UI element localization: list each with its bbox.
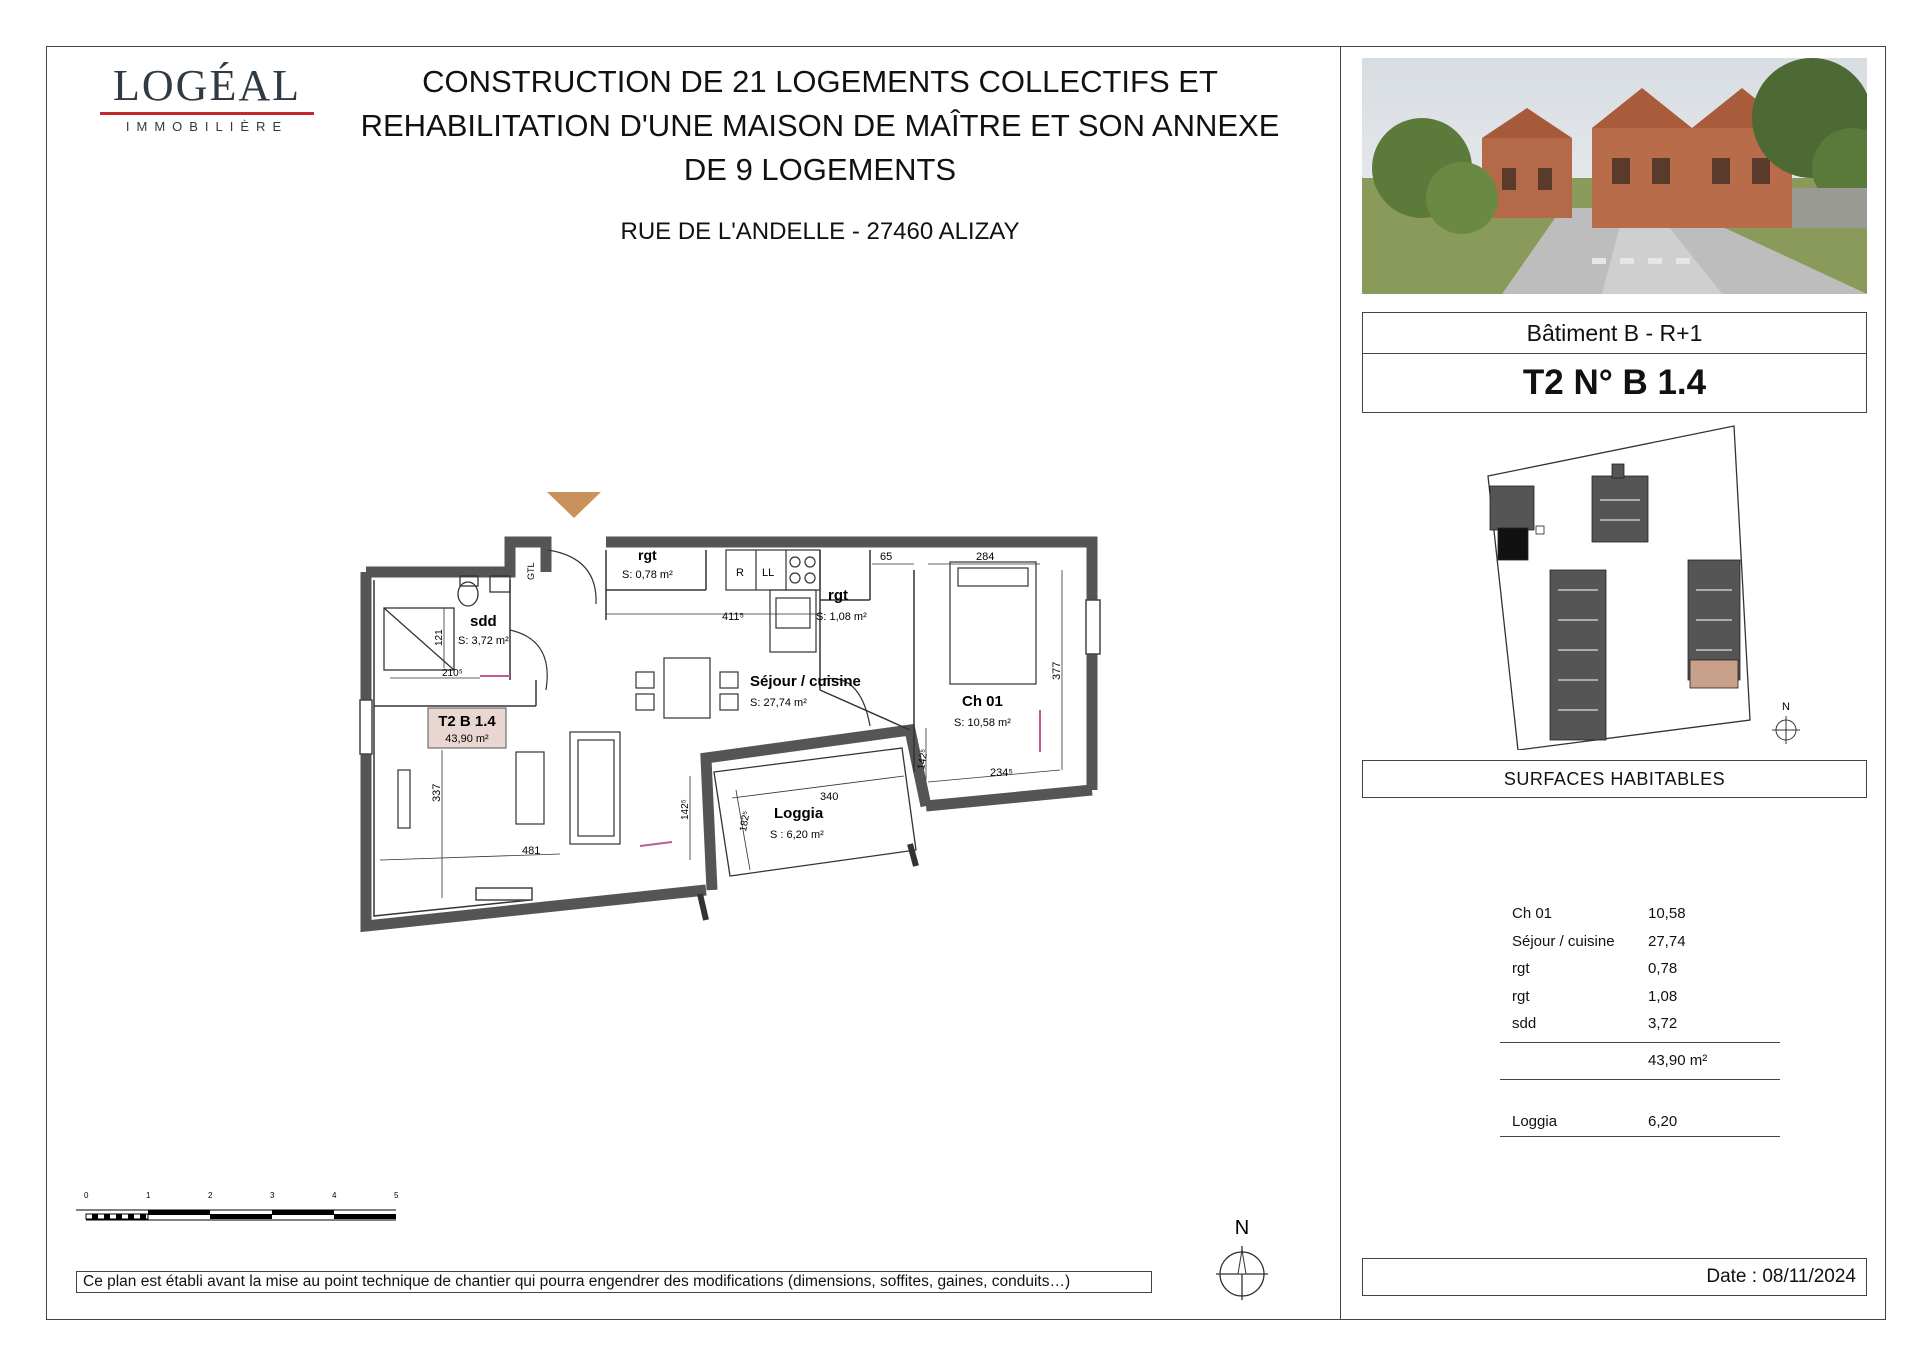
scale-tick-3: 3 bbox=[270, 1191, 275, 1200]
scale-tick-4: 4 bbox=[332, 1191, 337, 1200]
unit-identity-box bbox=[1362, 312, 1867, 413]
disclaimer-note: Ce plan est établi avant la mise au point technique de chantier qui pourra engendrer des modifications (dimensions, soffites, gaines, conduits…) bbox=[76, 1271, 1152, 1293]
room-area-ch01: S: 10,58 m² bbox=[954, 717, 1011, 729]
title-line: CONSTRUCTION DE 21 LOGEMENTS COLLECTIFS ET bbox=[422, 64, 1218, 99]
room-name-sejour: Séjour / cuisine bbox=[750, 673, 861, 690]
scale-tick-2: 2 bbox=[208, 1191, 213, 1200]
loggia-name: Loggia bbox=[1512, 1112, 1558, 1130]
plan-date: Date : 08/11/2024 bbox=[1362, 1258, 1867, 1296]
company-logo bbox=[100, 62, 314, 134]
surface-name: rgt bbox=[1512, 960, 1530, 977]
surfaces-table bbox=[1500, 900, 1780, 1137]
dim-337: 337 bbox=[431, 783, 443, 802]
site-plan bbox=[1480, 420, 1830, 750]
building-label: Bâtiment B - R+1 bbox=[1363, 313, 1866, 354]
room-name-loggia: Loggia bbox=[774, 805, 824, 822]
surface-name: rgt bbox=[1512, 987, 1530, 1005]
room-area-sejour: S: 27,74 m² bbox=[750, 697, 807, 709]
dim-340: 340 bbox=[820, 791, 839, 803]
table-row bbox=[1500, 955, 1780, 983]
dim-234: 234⁵ bbox=[990, 767, 1013, 779]
dim-411: 411⁵ bbox=[722, 611, 745, 623]
scale-tick-1: 1 bbox=[146, 1191, 151, 1200]
north-arrow-icon bbox=[1212, 1212, 1272, 1302]
surface-value: 3,72 bbox=[1648, 1015, 1678, 1032]
table-row bbox=[1500, 928, 1780, 956]
building-rendering-image bbox=[1362, 58, 1867, 294]
room-area-loggia: S : 6,20 m² bbox=[770, 829, 824, 841]
room-name-rgt2: rgt bbox=[828, 587, 848, 604]
highlighted-unit bbox=[1690, 660, 1738, 688]
dim-481: 481 bbox=[522, 845, 541, 857]
scale-bar bbox=[76, 1190, 406, 1230]
dim-121: 121 bbox=[434, 629, 445, 646]
siteplan-north-label: N bbox=[1782, 701, 1790, 713]
surface-value: 1,08 bbox=[1648, 987, 1678, 1005]
logo-sub-text: IMMOBILIÈRE bbox=[125, 119, 289, 134]
scale-tick-5: 5 bbox=[394, 1191, 399, 1200]
loggia-value: 6,20 bbox=[1648, 1112, 1678, 1130]
fridge-label: R bbox=[736, 567, 744, 579]
dining-table bbox=[636, 658, 738, 718]
surface-name: Séjour / cuisine bbox=[1512, 932, 1615, 950]
surfaces-total: 43,90 m² bbox=[1648, 1051, 1708, 1069]
table-row bbox=[1500, 900, 1780, 928]
room-area-rgt1: S: 0,78 m² bbox=[622, 569, 673, 581]
kitchen-counter bbox=[726, 550, 820, 652]
floor-plan bbox=[350, 480, 1120, 940]
room-area-sdd: S: 3,72 m² bbox=[458, 635, 509, 647]
dim-142a: 142⁵ bbox=[680, 799, 691, 820]
logo-accent-line bbox=[100, 112, 314, 115]
project-address: RUE DE L'ANDELLE - 27460 ALIZAY bbox=[620, 218, 1020, 245]
column-divider bbox=[1340, 46, 1341, 1320]
surface-value: 27,74 bbox=[1648, 932, 1686, 950]
loggia-row bbox=[1500, 1108, 1780, 1137]
surface-name: sdd bbox=[1512, 1015, 1537, 1032]
room-name-rgt1: rgt bbox=[638, 547, 657, 563]
unit-tag-name: T2 B 1.4 bbox=[438, 713, 496, 730]
dim-65: 65 bbox=[880, 551, 893, 563]
dim-182: 182⁵ bbox=[738, 810, 753, 833]
surface-value: 0,78 bbox=[1648, 960, 1678, 977]
table-row bbox=[1500, 983, 1780, 1011]
unit-tag-area: 43,90 m² bbox=[445, 733, 489, 745]
unit-number: T2 N° B 1.4 bbox=[1522, 363, 1707, 402]
surfaces-total-row bbox=[1500, 1042, 1780, 1080]
title-line: REHABILITATION D'UNE MAISON DE MAÎTRE ET SON ANNEXE bbox=[360, 108, 1280, 143]
room-name-ch01: Ch 01 bbox=[962, 693, 1003, 710]
gtl-label: GTL bbox=[526, 562, 536, 580]
dim-284: 284 bbox=[976, 551, 995, 563]
table-row bbox=[1500, 1010, 1780, 1038]
entrance-marker-icon bbox=[547, 492, 601, 518]
scale-tick-0: 0 bbox=[84, 1191, 89, 1200]
north-label: N bbox=[1234, 1217, 1250, 1239]
surfaces-header: SURFACES HABITABLES bbox=[1362, 760, 1867, 798]
dim-210: 210⁵ bbox=[442, 668, 463, 679]
dim-142b: 142⁵ bbox=[916, 748, 931, 771]
dim-377: 377 bbox=[1051, 661, 1063, 680]
bed bbox=[950, 562, 1036, 684]
surface-value: 10,58 bbox=[1648, 905, 1686, 922]
room-name-sdd: sdd bbox=[470, 613, 497, 630]
project-title bbox=[330, 60, 1310, 192]
room-area-rgt2: S: 1,08 m² bbox=[816, 611, 867, 623]
title-line: DE 9 LOGEMENTS bbox=[683, 152, 957, 187]
logo-main-text: LOGÉAL bbox=[113, 61, 301, 110]
washer-label: LL bbox=[762, 567, 775, 579]
surface-name: Ch 01 bbox=[1512, 905, 1553, 922]
